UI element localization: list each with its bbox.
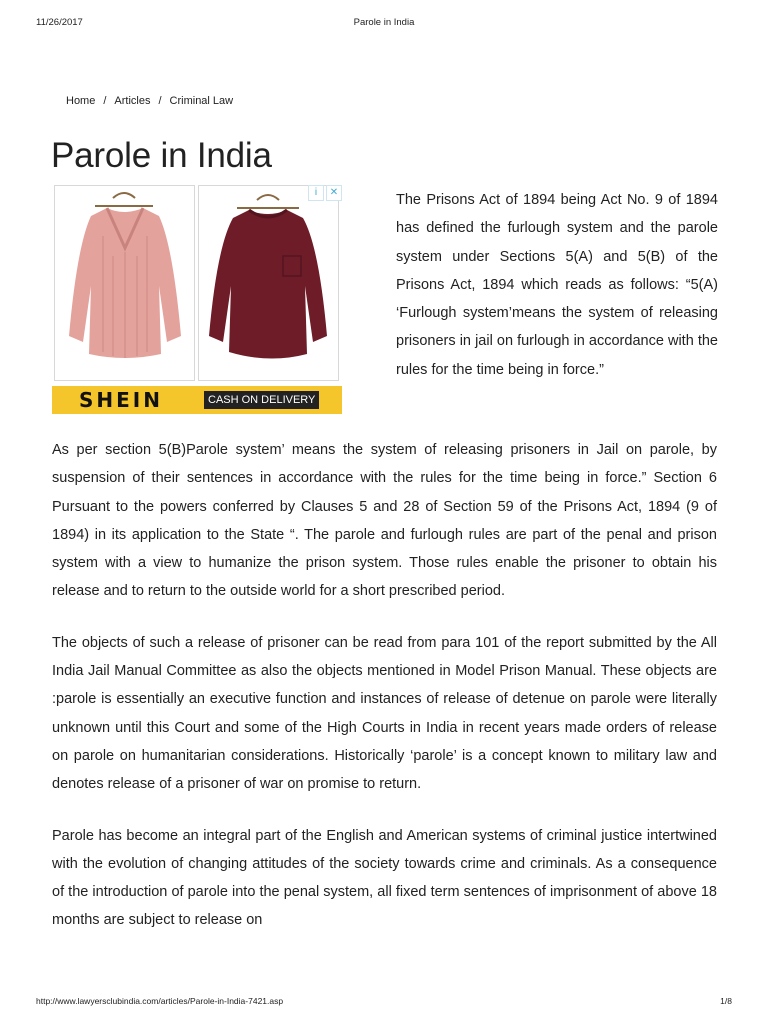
cash-on-delivery-button[interactable]: CASH ON DELIVERY <box>204 391 319 409</box>
paragraph: The objects of such a release of prisoner can be read from para 101 of the report submitted by the All India Jail Manual Committee as also the objects mentioned in Model Prison Manual. These objects are :parole is essentially an executive function and instances of release of detenue on parole were literally unknown until this Court and some of the High Courts in India in recent years made orders of release on parole on humanitarian considerations. Historically ‘parole’ is a concept known to military law and denotes release of a prisoner of war on promise to return. <box>52 634 717 793</box>
ad-banner[interactable] <box>52 386 342 414</box>
page-title: Parole in India <box>51 136 272 175</box>
burgundy-top-image <box>199 186 338 380</box>
breadcrumb-criminal-law[interactable]: Criminal Law <box>169 95 234 107</box>
breadcrumb-separator: / <box>158 95 162 107</box>
ad-brand-logo: SHEIN <box>79 388 163 412</box>
info-icon[interactable]: i <box>308 185 324 201</box>
close-icon[interactable]: ✕ <box>326 185 342 201</box>
intro-paragraph: The Prisons Act of 1894 being Act No. 9 of 1894 has defined the furlough system and the parole system under Sections 5(A) and 5(B) of the Prisons Act, 1894 which reads as follows: “5(A) ‘Furlough system’means the system of releasing prisoners in jail on furlough in accordance with the rules for the time being in force.” <box>396 192 718 378</box>
ad-product-pink-sweater[interactable] <box>54 185 195 381</box>
paragraph: As per section 5(B)Parole system’ means the system of releasing prisoners in Jail on parole, by suspension of their sentences in accordance with the rules for the time being in force.” Section 6 Pursuant to the powers conferred by Clauses 5 and 28 of Section 59 of the Prisons Act, 1894 (9 of 1894) in its application to the State “. The parole and furlough rules are part of the penal and prison system with a view to humanize the prison system. Those rules enable the prisoner to obtain his release and to return to the outside world for a short prescribed period. <box>52 442 717 600</box>
pink-sweater-image <box>55 186 194 380</box>
breadcrumb-articles[interactable]: Articles <box>114 95 151 107</box>
print-date: 11/26/2017 <box>36 17 83 28</box>
print-url[interactable]: http://www.lawyersclubindia.com/articles/Parole-in-India-7421.asp <box>36 996 284 1006</box>
page-number: 1/8 <box>720 996 732 1006</box>
ad-product-burgundy-top[interactable] <box>198 185 339 381</box>
print-title: Parole in India <box>353 17 415 28</box>
ad-choices[interactable] <box>308 185 342 200</box>
article-body <box>52 436 717 958</box>
breadcrumb-separator: / <box>103 95 107 107</box>
advertisement[interactable] <box>52 185 342 414</box>
breadcrumb-home[interactable]: Home <box>66 95 96 107</box>
print-footer <box>36 996 732 1010</box>
print-header <box>36 17 732 31</box>
breadcrumb <box>66 95 233 107</box>
paragraph: Parole has become an integral part of the English and American systems of criminal justice intertwined with the evolution of changing attitudes of the society towards crime and criminals. As a consequence of the introduction of parole into the penal system, all fixed term sentences of imprisonment of above 18 months are subject to release on <box>52 827 717 929</box>
